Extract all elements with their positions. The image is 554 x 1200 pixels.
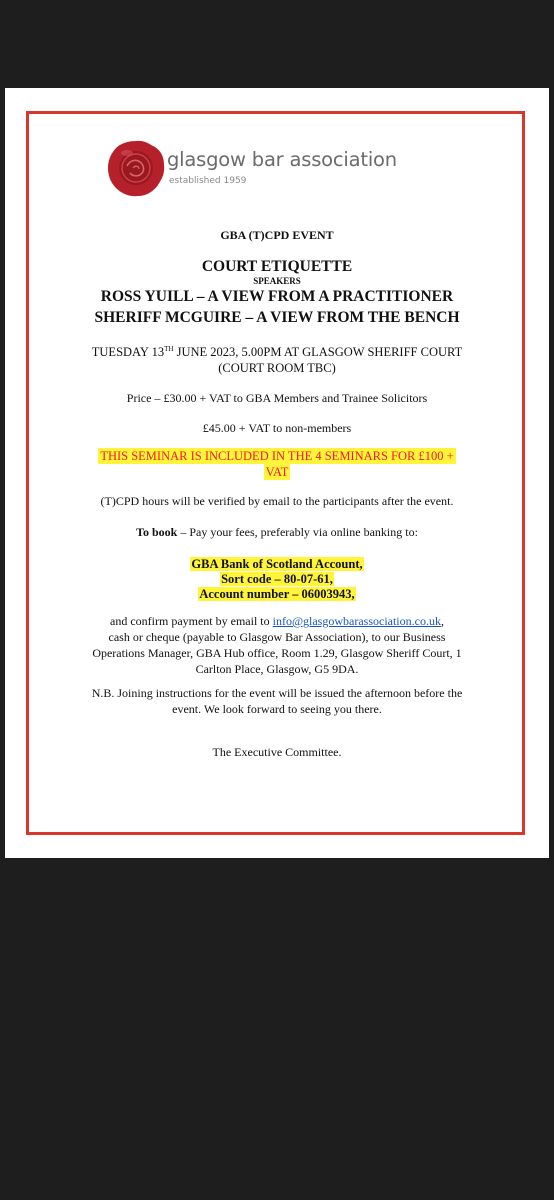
- event-label: GBA (T)CPD EVENT: [220, 228, 334, 242]
- gba-logo: [105, 138, 405, 208]
- price-members: Price – £30.00 + VAT to GBA Members and Trainee Solicitors: [126, 391, 428, 405]
- nb-line-1: N.B. Joining instructions for the event will be issued the afternoon before the: [91, 686, 463, 700]
- speaker-1: ROSS YUILL – A VIEW FROM A PRACTITIONER: [100, 288, 454, 305]
- payment-suffix: ,: [440, 614, 444, 628]
- event-date: [5, 345, 549, 360]
- speaker-2: SHERIFF MCGUIRE – A VIEW FROM THE BENCH: [94, 309, 460, 326]
- bundle-offer-text-2: VAT: [265, 465, 289, 479]
- event-room: (COURT ROOM TBC): [218, 361, 336, 375]
- logo-name: glasgow bar association: [167, 148, 397, 171]
- date-prefix: TUESDAY 13: [91, 345, 165, 359]
- booking-label: To book: [136, 525, 178, 539]
- payment-line-1: [5, 614, 549, 629]
- email-link[interactable]: info@glasgowbarassociation.co.uk: [272, 614, 441, 628]
- account-number-line: [5, 585, 549, 603]
- logo-subtitle: established 1959: [169, 176, 247, 186]
- payment-prefix: and confirm payment by email to: [110, 614, 273, 628]
- booking-text: – Pay your fees, preferably via online banking to:: [177, 525, 418, 539]
- document-page: [5, 88, 549, 858]
- payment-line-2: cash or cheque (payable to Glasgow Bar Association), to our Business: [108, 630, 446, 644]
- price-non-members: £45.00 + VAT to non-members: [202, 421, 352, 435]
- cpd-note: (T)CPD hours will be verified by email to the participants after the event.: [100, 494, 454, 508]
- payment-line-4: Carlton Place, Glasgow, G5 9DA.: [195, 662, 359, 676]
- payment-line-3: Operations Manager, GBA Hub office, Room 1.29, Glasgow Sheriff Court, 1: [92, 646, 462, 660]
- nb-line-2: event. We look forward to seeing you there.: [172, 702, 382, 716]
- account-number: Account number – 06003943,: [199, 587, 355, 601]
- bundle-offer-line-2: [5, 465, 549, 480]
- bundle-offer-line-1: [5, 449, 549, 464]
- wax-seal-icon: [105, 138, 167, 200]
- booking-instructions: [5, 525, 549, 540]
- speakers-label: SPEAKERS: [253, 276, 301, 286]
- date-superscript: TH: [164, 345, 174, 353]
- event-title: COURT ETIQUETTE: [201, 258, 353, 275]
- signoff: The Executive Committee.: [212, 745, 342, 759]
- bundle-offer-text-1: THIS SEMINAR IS INCLUDED IN THE 4 SEMINARS FOR £100 +: [100, 449, 454, 463]
- bank-account: GBA Bank of Scotland Account,: [191, 557, 363, 571]
- date-suffix: JUNE 2023, 5.00PM AT GLASGOW SHERIFF COURT: [173, 345, 463, 359]
- sort-code: Sort code – 80-07-61,: [221, 572, 333, 586]
